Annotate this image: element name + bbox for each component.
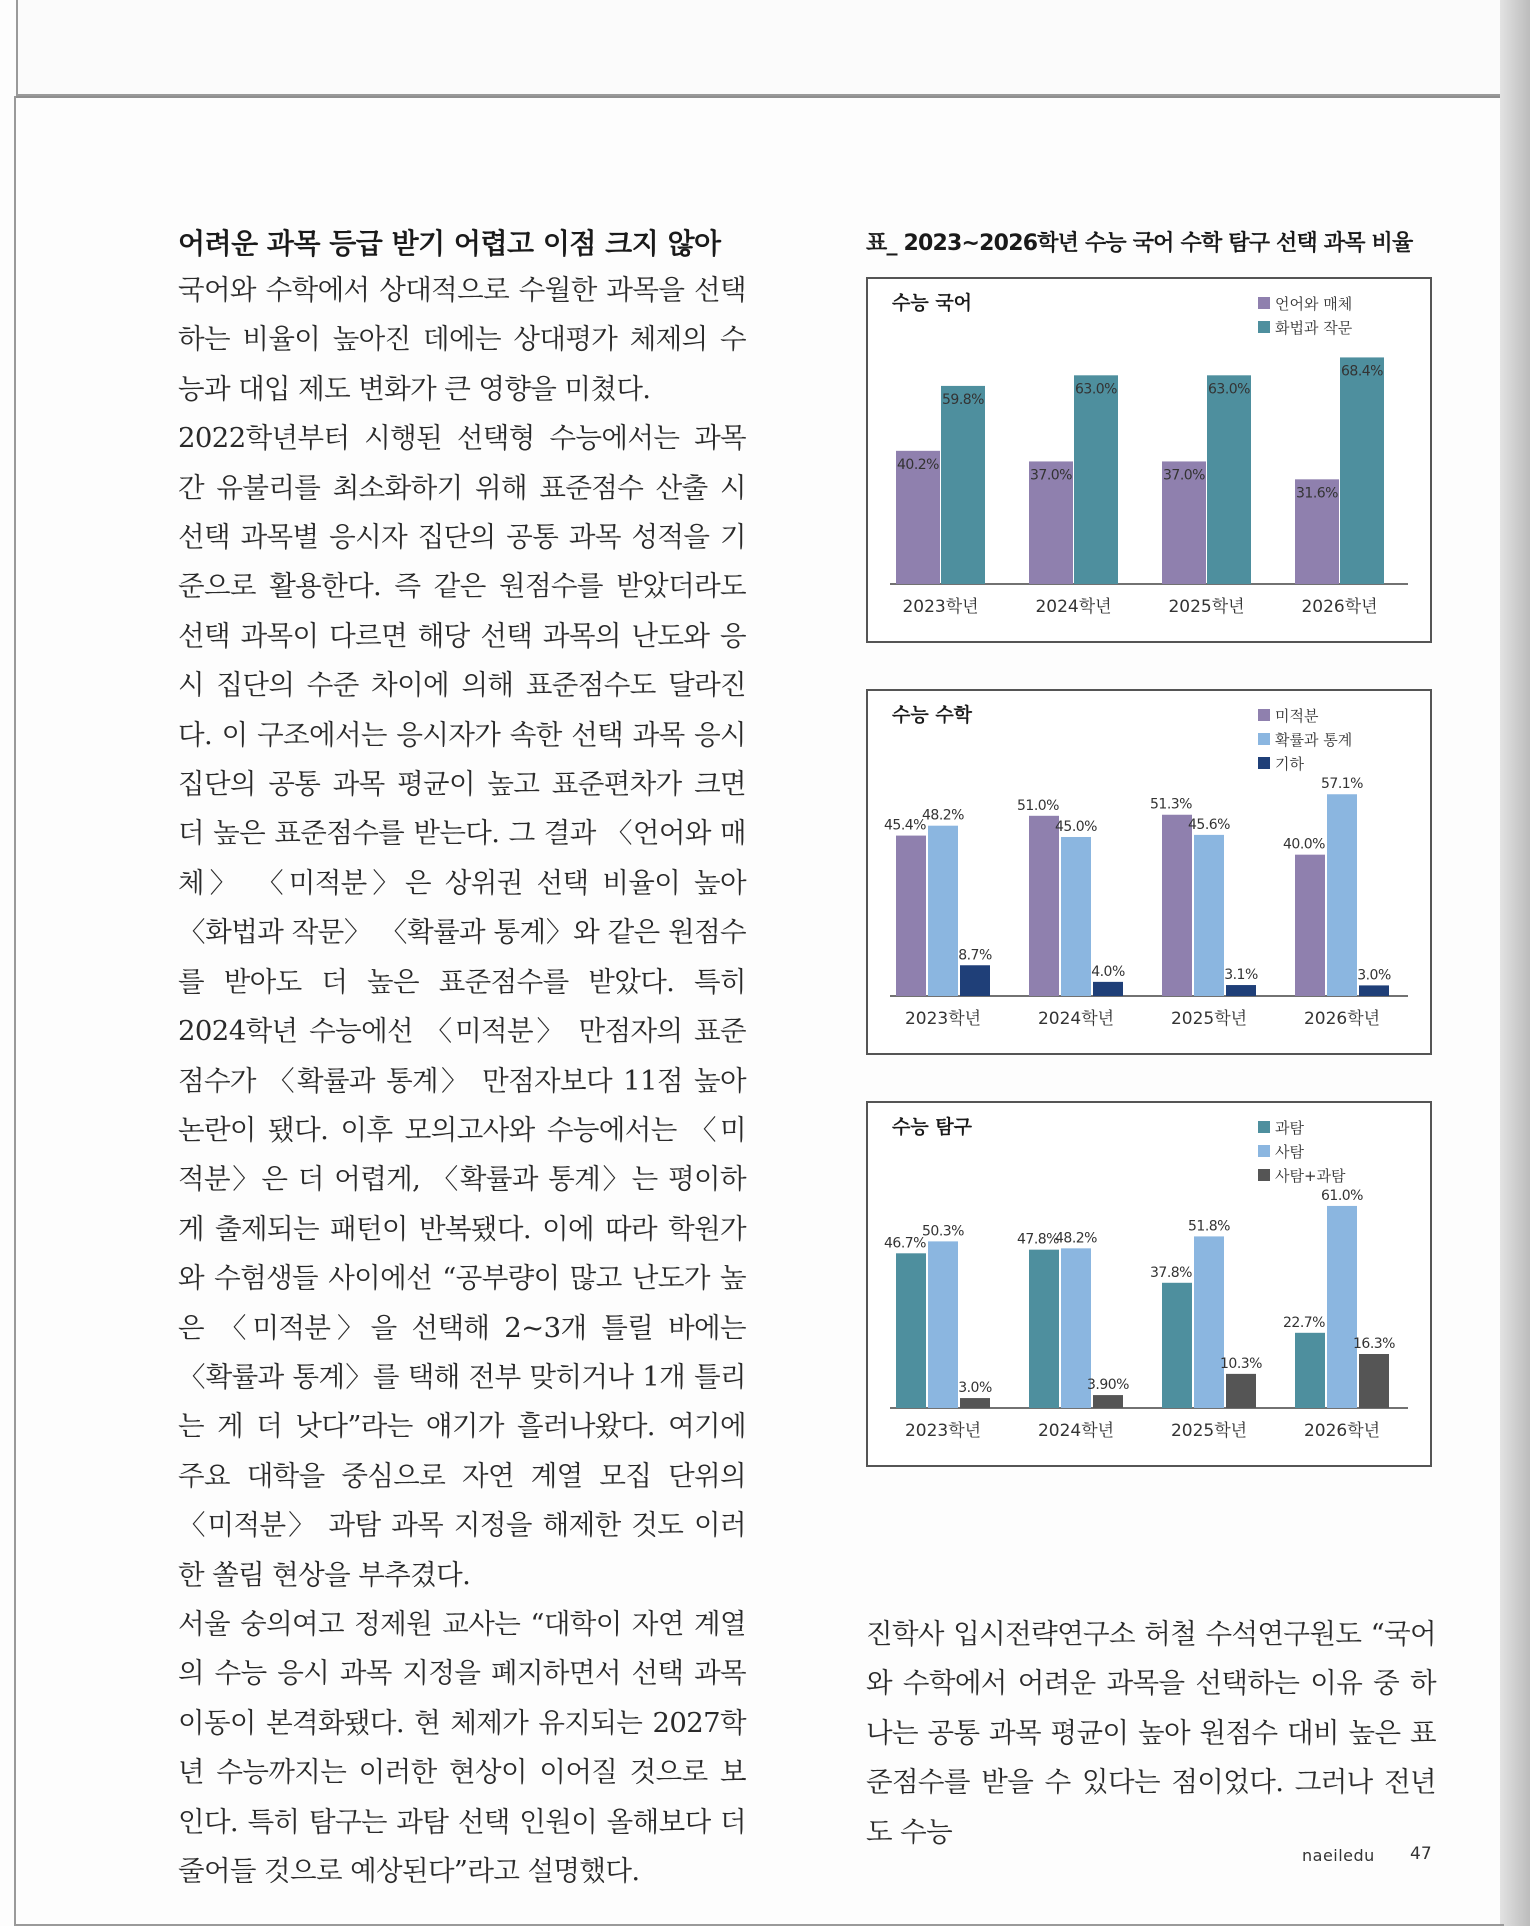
footer-brand: naeiledu — [1302, 1846, 1375, 1865]
legend-label: 사탐+과탐 — [1275, 1167, 1346, 1185]
data-label: 45.6% — [1188, 816, 1230, 833]
data-label: 45.0% — [1055, 819, 1097, 835]
bar — [1061, 837, 1091, 996]
bar — [1226, 1374, 1256, 1408]
chart-math-box — [866, 689, 1432, 1055]
bar — [928, 1241, 958, 1408]
x-tick-label: 2023학년 — [904, 1009, 982, 1029]
legend-swatch — [1258, 733, 1270, 745]
data-label: 16.3% — [1353, 1336, 1395, 1353]
x-tick-label: 2024학년 — [1035, 597, 1112, 617]
x-tick-label: 2025학년 — [1170, 1421, 1248, 1441]
bar — [1162, 815, 1192, 996]
chart-title: 수능 국어 — [892, 292, 973, 314]
x-tick-label: 2023학년 — [902, 597, 979, 617]
chart-title: 수능 수학 — [892, 704, 973, 726]
x-tick-label: 2024학년 — [1037, 1009, 1115, 1029]
x-tick-label: 2024학년 — [1037, 1421, 1115, 1441]
bar — [1327, 794, 1357, 996]
legend-label: 미적분 — [1275, 707, 1319, 725]
x-tick-label: 2023학년 — [904, 1421, 982, 1441]
legend-swatch — [1258, 709, 1270, 721]
data-label: 45.4% — [884, 817, 926, 834]
legend-swatch — [1258, 297, 1270, 309]
bar — [1029, 816, 1059, 996]
data-label: 63.0% — [1208, 381, 1250, 398]
data-label: 37.0% — [1030, 467, 1072, 484]
legend-swatch — [1258, 321, 1270, 333]
legend-label: 화법과 작문 — [1275, 319, 1353, 337]
data-label: 59.8% — [942, 391, 984, 408]
bar — [941, 386, 985, 584]
data-label: 37.0% — [1163, 467, 1205, 484]
top-divider-line — [16, 96, 1516, 98]
bar — [1093, 1395, 1123, 1408]
chart-inquiry-box — [866, 1101, 1432, 1467]
bar — [1226, 985, 1256, 996]
chart-inquiry — [868, 1103, 1430, 1465]
data-label: 46.7% — [884, 1235, 926, 1252]
bar — [1093, 982, 1123, 996]
chart-math — [868, 691, 1430, 1053]
chart-korean-box — [866, 277, 1432, 643]
legend-swatch — [1258, 757, 1270, 769]
bar — [960, 965, 990, 996]
data-label: 57.1% — [1321, 776, 1363, 793]
data-label: 48.2% — [922, 807, 964, 824]
left-page-edge — [14, 96, 16, 1926]
page-gutter-shadow — [1500, 0, 1530, 1926]
bar — [1340, 357, 1384, 584]
data-label: 51.3% — [1150, 796, 1192, 813]
data-label: 51.8% — [1188, 1218, 1230, 1235]
data-label: 3.0% — [1357, 967, 1391, 984]
bar — [1162, 1283, 1192, 1408]
bar — [1074, 375, 1118, 584]
paragraph-2: 2022학년부터 시행된 선택형 수능에서는 과목 간 유불리를 최소화하기 위해 표준점수 산출 시 선택 과목별 응시자 집단의 공통 과목 성적을 기준으로 활용한다. 즉 같은 원점수를 받았더라도 선택 과목이 다르면 해당 선택 과목의 난도와 응시 집단의 수준 차이에 의해 표준점수도 달라진다. 이 구조에서는 응시자가 속한 선택 과목 응시 집단의 공통 과목 평균이 높고 표준편차가 크면 더 높은 표준점수를 받는다. 그 결과 〈언어와 매체〉 〈미적분〉은 상위권 선택 비율이 높아 〈화법과 작문〉 〈확률과 통계〉와 같은 원점수를 받아도 더 높은 표준점수를 받았다. 특히 2024학년 수능에선 〈미적분〉 만점자의 표준점수가 〈확률과 통계〉 만점자보다 11점 높아 논란이 됐다. 이후 모의고사와 수능에서는 〈미적분〉은 더 어렵게, 〈확률과 통계〉는 평이하게 출제되는 패턴이 반복됐다. 이에 따라 학원가와 수험생들 사이에선 “공부량이 많고 난도가 높은 〈미적분〉을 선택해 2~3개 틀릴 바에는 〈확률과 통계〉를 택해 전부 맞히거나 1개 틀리는 게 더 낫다”라는 얘기가 흘러나왔다. 여기에 주요 대학을 중심으로 자연 계열 모집 단위의 〈미적분〉 과탐 과목 지정을 해제한 것도 이러한 쏠림 현상을 부추겼다. — [178, 422, 746, 1591]
data-label: 63.0% — [1075, 381, 1117, 398]
chart-title: 수능 탐구 — [892, 1116, 973, 1138]
data-label: 68.4% — [1341, 363, 1383, 380]
data-label: 40.2% — [897, 456, 939, 473]
data-label: 4.0% — [1091, 963, 1125, 980]
data-label: 40.0% — [1283, 836, 1325, 853]
right-column-body: 진학사 입시전략연구소 허철 수석연구원도 “국어와 수학에서 어려운 과목을 선택하는 이유 중 하나는 공통 과목 평균이 높아 원점수 대비 높은 표준점수를 받을 수 있다는 점이었다. 그러나 전년도 수능 — [866, 1618, 1436, 1848]
section-heading: 어려운 과목 등급 받기 어렵고 이점 크지 않아 — [178, 227, 721, 260]
legend-label: 확률과 통계 — [1275, 731, 1353, 749]
legend-label: 언어와 매체 — [1275, 295, 1353, 313]
data-label: 3.1% — [1224, 967, 1258, 984]
legend-swatch — [1258, 1169, 1270, 1181]
legend-swatch — [1258, 1145, 1270, 1157]
x-tick-label: 2025학년 — [1168, 597, 1245, 617]
bar — [960, 1398, 990, 1408]
bar — [1029, 1250, 1059, 1408]
data-label: 8.7% — [958, 947, 992, 964]
data-label: 22.7% — [1283, 1314, 1325, 1331]
bar — [1194, 835, 1224, 996]
legend-label: 사탐 — [1275, 1143, 1304, 1161]
figure-caption: 표_ 2023~2026학년 수능 국어 수학 탐구 선택 과목 비율 — [866, 231, 1413, 256]
page-number: 47 — [1410, 1844, 1432, 1864]
data-label: 61.0% — [1321, 1187, 1363, 1204]
data-label: 37.8% — [1150, 1264, 1192, 1281]
x-tick-label: 2025학년 — [1170, 1009, 1248, 1029]
x-tick-label: 2026학년 — [1303, 1009, 1381, 1029]
data-label: 31.6% — [1296, 485, 1338, 502]
top-border-frame — [16, 0, 1516, 96]
bar — [1295, 1333, 1325, 1408]
left-column-body — [178, 266, 746, 1896]
bar — [1295, 855, 1325, 996]
data-label: 48.2% — [1055, 1230, 1097, 1247]
legend-label: 과탐 — [1275, 1119, 1304, 1137]
bar — [1207, 375, 1251, 584]
data-label: 47.8% — [1017, 1231, 1059, 1248]
paragraph-3: 서울 숭의여고 정제원 교사는 “대학이 자연 계열의 수능 응시 과목 지정을 폐지하면서 선택 과목 이동이 본격화됐다. 현 체제가 유지되는 2027학년 수능까지는 이러한 현상이 이어질 것으로 보인다. 특히 탐구는 과탐 선택 인원이 올해보다 더 줄어들 것으로 예상된다”라고 설명했다. — [178, 1607, 746, 1887]
bar — [1327, 1206, 1357, 1408]
legend-label: 기하 — [1275, 755, 1304, 773]
x-tick-label: 2026학년 — [1301, 597, 1378, 617]
data-label: 3.90% — [1087, 1377, 1129, 1394]
bar — [896, 836, 926, 996]
data-label: 10.3% — [1220, 1355, 1262, 1372]
bar — [896, 1253, 926, 1408]
x-tick-label: 2026학년 — [1303, 1421, 1381, 1441]
paragraph-1: 국어와 수학에서 상대적으로 수월한 과목을 선택하는 비율이 높아진 데에는 상대평가 체제의 수능과 대입 제도 변화가 큰 영향을 미쳤다. — [178, 274, 746, 405]
chart-korean — [868, 279, 1430, 641]
bar — [1359, 985, 1389, 996]
bar — [1359, 1354, 1389, 1408]
legend-swatch — [1258, 1121, 1270, 1133]
data-label: 50.3% — [922, 1223, 964, 1240]
bar — [928, 826, 958, 996]
data-label: 3.0% — [958, 1380, 992, 1397]
bar — [1194, 1236, 1224, 1408]
data-label: 51.0% — [1017, 797, 1059, 814]
